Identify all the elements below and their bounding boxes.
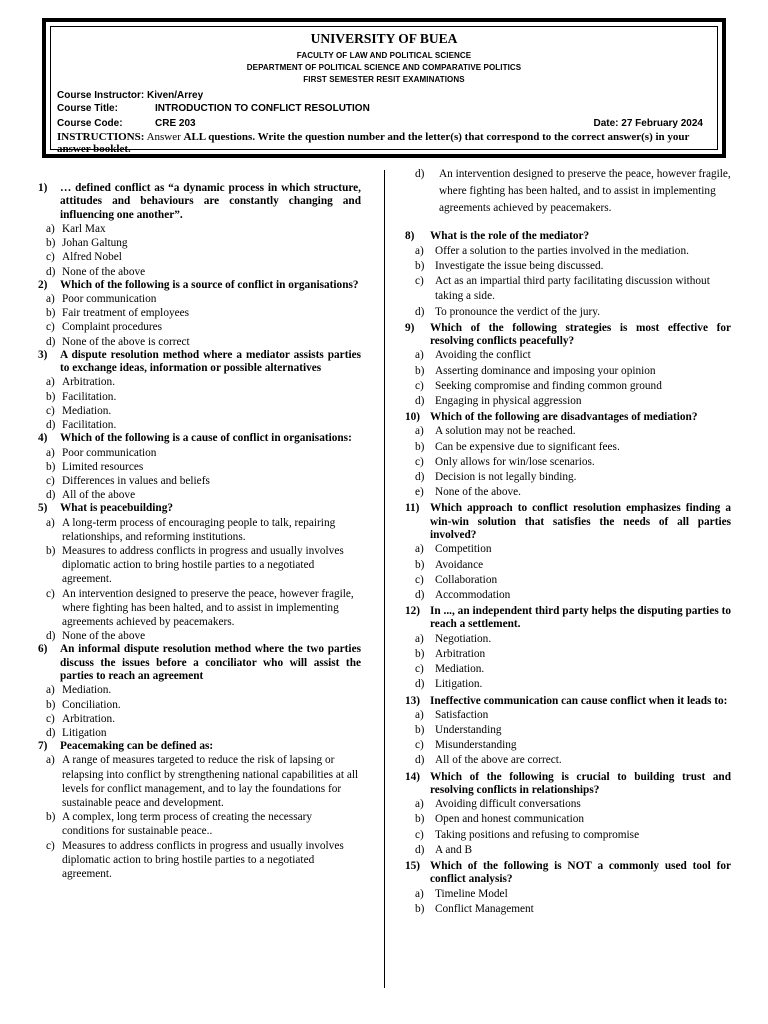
answer-option	[405, 738, 731, 753]
option-letter: a)	[415, 349, 424, 362]
option-text: Avoidance	[435, 558, 484, 571]
course-title-value: INTRODUCTION TO CONFLICT RESOLUTION	[155, 103, 370, 114]
question-block	[38, 643, 361, 740]
option-letter: b)	[46, 811, 56, 824]
answer-option	[405, 244, 731, 259]
question-text: In ..., an independent third party helps the disputing parties to reach a settlement.	[430, 605, 731, 631]
options-list	[405, 424, 731, 500]
answer-option	[38, 683, 361, 697]
option-letter: a)	[415, 244, 424, 257]
option-letter: a)	[46, 222, 55, 235]
option-letter: d)	[415, 588, 425, 601]
option-text: A solution may not be reached.	[435, 425, 576, 438]
answer-option	[405, 647, 731, 662]
option-text: Conciliation.	[62, 698, 121, 711]
option-letter: b)	[46, 460, 56, 473]
right-column	[405, 166, 731, 917]
answer-option	[405, 259, 731, 274]
answer-option	[405, 887, 731, 902]
question-text: Which of the following strategies is most effective for resolving conflicts peacefully?	[430, 321, 731, 347]
option-letter: b)	[415, 724, 425, 737]
option-text: Accommodation	[435, 588, 511, 601]
option-letter: c)	[46, 587, 55, 600]
question-text: Which of the following are disadvantages of mediation?	[430, 411, 698, 424]
answer-option	[38, 320, 361, 334]
option-text: Differences in values and beliefs	[62, 474, 210, 487]
instructions-all: ALL	[183, 131, 206, 143]
options-list	[38, 753, 361, 881]
question-block	[405, 411, 731, 500]
answer-option	[405, 305, 731, 320]
question-block	[38, 349, 361, 432]
option-text: Offer a solution to the parties involved in the mediation.	[435, 244, 689, 257]
answer-option	[38, 698, 361, 712]
answer-option	[38, 629, 361, 643]
option-text: Misunderstanding	[435, 739, 517, 752]
option-text: Measures to address conflicts in progress and usually involves diplomatic action to bring hostile parties to a negotiated agreement.	[62, 839, 344, 881]
question-number: 14)	[405, 770, 421, 783]
question-number: 13)	[405, 694, 421, 707]
answer-option	[405, 455, 731, 470]
option-letter: b)	[415, 364, 425, 377]
question-block	[38, 279, 361, 349]
question	[405, 695, 731, 708]
question-text: Ineffective communication can cause conflict when it leads to:	[430, 694, 728, 707]
option-letter: a)	[415, 887, 424, 900]
option-letter: d)	[46, 726, 56, 739]
exam-header	[42, 18, 726, 158]
option-letter: a)	[46, 293, 55, 305]
option-text: Mediation.	[435, 663, 485, 676]
answer-option	[38, 712, 361, 726]
question-text: Which of the following is a source of conflict in organisations?	[60, 278, 359, 291]
option-letter: a)	[46, 754, 55, 767]
answer-option	[405, 812, 731, 827]
option-text: A and B	[435, 843, 473, 856]
course-title-row	[57, 103, 370, 114]
answer-option	[38, 460, 361, 474]
question-number: 3)	[38, 348, 48, 361]
option-letter: c)	[415, 275, 424, 288]
question-block	[405, 771, 731, 858]
options-list	[405, 348, 731, 409]
option-text: Poor communication	[62, 293, 157, 305]
option-text: Limited resources	[62, 460, 144, 473]
option-letter: d)	[46, 419, 56, 432]
answer-option	[405, 364, 731, 379]
option-letter: d)	[415, 754, 425, 767]
option-text: Poor communication	[62, 446, 157, 459]
course-code-label: Course Code:	[57, 118, 123, 129]
question-text: Peacemaking can be defined as:	[60, 740, 214, 753]
option-letter: b)	[415, 558, 425, 571]
option-text: A long-term process of encouraging people to talk, repairing relationships, and reforming institutions.	[62, 516, 336, 543]
question-text: What is the role of the mediator?	[430, 230, 590, 243]
option-text: Arbitration	[435, 647, 486, 660]
option-letter: a)	[46, 516, 55, 529]
question	[405, 322, 731, 349]
option-text: Only allows for win/lose scenarios.	[435, 455, 595, 468]
option-text: None of the above.	[435, 486, 521, 499]
option-letter: c)	[46, 839, 55, 852]
option-letter: b)	[415, 440, 425, 453]
option-text: All of the above	[62, 489, 136, 502]
option-text: Seeking compromise and finding common ground	[435, 379, 662, 392]
option-letter: c)	[415, 828, 424, 841]
options-list	[405, 887, 731, 917]
option-text: Satisfaction	[435, 708, 489, 721]
question-number: 10)	[405, 411, 421, 424]
option-text: Negotiation.	[435, 632, 492, 645]
answer-option	[38, 335, 361, 349]
option-letter: b)	[46, 698, 56, 711]
option-text: Open and honest communication	[435, 813, 585, 826]
answer-option	[38, 544, 361, 587]
instructions-text: questions. Write the question number and the letter(s) that correspond to the correct answer(s) in your answer booklet.	[57, 131, 690, 155]
question-number: 1)	[38, 182, 48, 194]
answer-option	[405, 632, 731, 647]
answer-option	[38, 250, 361, 264]
option-text: Litigation	[62, 726, 107, 739]
answer-option	[38, 292, 361, 306]
option-text: Measures to address conflicts in progress and usually involves diplomatic action to bring hostile parties to a negotiated agreement.	[62, 545, 344, 586]
option-text: Arbitration.	[62, 376, 116, 389]
answer-option	[405, 677, 731, 692]
question-text: A dispute resolution method where a mediator assists parties to exchange ideas, information or possible alternatives	[60, 348, 361, 375]
answer-option	[405, 424, 731, 439]
option-letter: b)	[46, 545, 56, 558]
option-letter: a)	[46, 684, 55, 697]
course-code-value: CRE 203	[155, 118, 196, 129]
option-letter: c)	[415, 379, 424, 392]
university-name: UNIVERSITY OF BUEA	[310, 31, 458, 46]
question-block	[405, 605, 731, 692]
answer-option	[38, 516, 361, 544]
option-letter: b)	[415, 902, 425, 915]
question	[38, 182, 361, 222]
option-letter: c)	[415, 573, 424, 586]
option-letter: d)	[415, 843, 425, 856]
answer-option	[38, 810, 361, 838]
option-letter: b)	[46, 307, 56, 320]
option-letter: c)	[46, 474, 55, 487]
answer-option	[405, 542, 731, 557]
option-letter: d)	[415, 394, 425, 407]
option-text: To pronounce the verdict of the jury.	[435, 305, 601, 318]
options-list	[38, 375, 361, 432]
answer-option	[38, 418, 361, 432]
question-block	[405, 322, 731, 409]
answer-option	[38, 753, 361, 810]
option-text: Avoiding difficult conversations	[435, 798, 581, 811]
question-text: Which of the following is crucial to building trust and resolving conflicts in relationships?	[430, 770, 731, 796]
answer-option	[405, 470, 731, 485]
option-text: Arbitration.	[62, 712, 116, 725]
answer-option	[38, 446, 361, 460]
option-text: Avoiding the conflict	[435, 349, 531, 362]
question-number: 5)	[38, 502, 48, 515]
option-text: All of the above are correct.	[435, 754, 562, 767]
option-text: Johan Galtung	[62, 237, 128, 250]
answer-option	[405, 797, 731, 812]
question-number: 11)	[405, 502, 420, 515]
question-text: Which of the following is a cause of conflict in organisations:	[60, 432, 352, 445]
question-text: Which approach to conflict resolution emphasizes finding a win-win solution that satisfies the needs of all parties involved?	[430, 502, 731, 542]
option-text: Mediation.	[62, 404, 112, 417]
column-divider	[384, 170, 385, 988]
question-number: 8)	[405, 230, 415, 243]
option-text: Competition	[435, 543, 492, 556]
answer-option	[38, 474, 361, 488]
option-text: Facilitation.	[62, 390, 117, 403]
option-letter: d)	[415, 678, 425, 691]
question-block	[38, 740, 361, 881]
answer-option	[38, 375, 361, 389]
option-letter: a)	[415, 632, 424, 645]
answer-option	[38, 726, 361, 740]
option-text: Decision is not legally binding.	[435, 471, 577, 484]
question	[405, 230, 731, 243]
option-text: Timeline Model	[435, 887, 508, 900]
option-text: None of the above is correct	[62, 335, 190, 348]
option-text: None of the above	[62, 265, 146, 278]
question	[405, 605, 731, 632]
option-letter: c)	[415, 455, 424, 468]
answer-option	[38, 236, 361, 250]
answer-option	[38, 404, 361, 418]
option-letter: d)	[46, 630, 56, 643]
question	[405, 860, 731, 887]
option-text: Collaboration	[435, 573, 498, 586]
question-text: An informal dispute resolution method where the two parties discuss the issues before a conciliator who will assist the parties to reach an agreement	[60, 643, 361, 683]
option-text: Facilitation.	[62, 419, 117, 432]
question-number: 6)	[38, 643, 48, 656]
option-text: Fair treatment of employees	[62, 307, 190, 320]
question-number: 15)	[405, 860, 421, 873]
option-letter: c)	[46, 321, 55, 334]
answer-option	[38, 265, 361, 279]
question-block	[405, 860, 731, 917]
answer-option	[405, 723, 731, 738]
answer-option	[405, 394, 731, 409]
options-list	[405, 632, 731, 693]
question-number: 12)	[405, 605, 421, 618]
question	[38, 432, 361, 445]
option-text: Can be expensive due to significant fees.	[435, 440, 620, 453]
question-block	[38, 502, 361, 643]
question-number: 2)	[38, 278, 48, 291]
answer-option	[405, 662, 731, 677]
answer-option	[38, 306, 361, 320]
course-instructor: Course Instructor: Kiven/Arrey	[57, 90, 204, 101]
course-title-label: Course Title:	[57, 103, 118, 114]
instructions-label: INSTRUCTIONS:	[57, 131, 145, 143]
answer-option	[405, 485, 731, 500]
option-text: A complex, long term process of creating the necessary conditions for sustainable peace..	[62, 811, 313, 838]
continued-option-text: An intervention designed to preserve the peace, however fragile, where fighting has been halted, and to assist in implementing agreements achieved by peacemakers.	[439, 168, 731, 214]
options-list	[405, 244, 731, 320]
option-letter: d)	[46, 335, 56, 348]
option-letter: b)	[415, 813, 425, 826]
exam-date: Date: 27 February 2024	[593, 118, 703, 129]
option-text: Understanding	[435, 724, 502, 737]
faculty-name: FACULTY OF LAW AND POLITICAL SCIENCE	[296, 51, 472, 60]
instructions-mid: Answer	[144, 131, 184, 143]
option-letter: a)	[415, 543, 424, 556]
left-column	[38, 182, 361, 881]
answer-option	[405, 902, 731, 917]
course-code-row	[57, 118, 196, 129]
options-list	[405, 542, 731, 603]
answer-option	[38, 222, 361, 236]
question-block	[38, 182, 361, 279]
option-text: A range of measures targeted to reduce the risk of lapsing or relapsing into conflict by strengthening national capabilities at all levels for conflict management, and to lay the foundations for sustainable peace and development.	[62, 754, 359, 810]
option-text: Complaint procedures	[62, 321, 163, 334]
question	[405, 771, 731, 798]
option-text: Investigate the issue being discussed.	[435, 259, 604, 272]
answer-option	[38, 488, 361, 502]
option-letter: a)	[46, 446, 55, 459]
option-letter: c)	[46, 251, 55, 264]
exam-name: FIRST SEMESTER RESIT EXAMINATIONS	[303, 75, 465, 84]
options-list	[405, 708, 731, 769]
option-text: Litigation.	[435, 678, 483, 691]
option-text: Conflict Management	[435, 902, 534, 915]
question	[38, 502, 361, 515]
option-letter: d)	[46, 265, 56, 278]
option-text: An intervention designed to preserve the peace, however fragile, where fighting has been halted, and to assist in implementing agreements achieved by peacemakers.	[62, 587, 354, 629]
answer-option	[405, 588, 731, 603]
option-letter: b)	[415, 259, 425, 272]
question-number: 4)	[38, 432, 48, 445]
option-letter: a)	[46, 376, 55, 389]
options-list	[405, 797, 731, 858]
question-number: 9)	[405, 321, 415, 334]
options-list	[38, 516, 361, 644]
department-name: DEPARTMENT OF POLITICAL SCIENCE AND COMPARATIVE POLITICS	[246, 63, 522, 72]
answer-option	[405, 828, 731, 843]
question	[38, 349, 361, 376]
answer-option	[405, 379, 731, 394]
option-text: Karl Max	[62, 222, 106, 235]
option-text: None of the above	[62, 630, 146, 643]
option-letter: b)	[46, 390, 56, 403]
options-list	[38, 446, 361, 503]
option-letter: c)	[415, 663, 424, 676]
question-text: Which of the following is NOT a commonly used tool for conflict analysis?	[430, 860, 731, 886]
options-list	[38, 683, 361, 740]
question	[38, 740, 361, 753]
answer-option	[405, 573, 731, 588]
question	[38, 643, 361, 683]
option-letter: b)	[415, 647, 425, 660]
answer-option	[405, 440, 731, 455]
exam-header-inner-border	[50, 26, 718, 155]
option-letter: b)	[46, 237, 56, 250]
option-letter: c)	[46, 712, 55, 725]
options-list	[38, 292, 361, 349]
answer-option	[38, 839, 361, 882]
option-text: Engaging in physical aggression	[435, 394, 582, 407]
answer-option	[38, 390, 361, 404]
instructions	[57, 131, 711, 155]
question-block	[38, 432, 361, 502]
option-letter: d)	[415, 305, 425, 318]
continued-option	[405, 166, 731, 216]
option-letter: a)	[415, 708, 424, 721]
option-text: Taking positions and refusing to compromise	[435, 828, 640, 841]
question-number: 7)	[38, 740, 48, 753]
option-letter: d)	[46, 489, 56, 502]
option-letter: d)	[415, 471, 425, 484]
option-letter: c)	[415, 739, 424, 752]
option-letter: a)	[415, 425, 424, 438]
option-letter: e)	[415, 486, 424, 499]
question-text: … defined conflict as “a dynamic process in which structure, attitudes and behaviours are constantly changing and influencing one another”.	[60, 182, 361, 221]
answer-option	[405, 708, 731, 723]
question-block	[405, 230, 731, 319]
answer-option	[38, 587, 361, 630]
option-letter: a)	[415, 798, 424, 811]
answer-option	[405, 843, 731, 858]
question	[38, 279, 361, 292]
continued-option-letter: d)	[415, 168, 425, 180]
answer-option	[405, 348, 731, 363]
question-text: What is peacebuilding?	[60, 502, 173, 515]
answer-option	[405, 753, 731, 768]
option-text: Mediation.	[62, 684, 112, 697]
question-block	[405, 695, 731, 769]
option-text: Act as an impartial third party facilitating discussion without taking a side.	[435, 275, 710, 303]
options-list	[38, 222, 361, 279]
answer-option	[405, 558, 731, 573]
question	[405, 502, 731, 542]
answer-option	[405, 274, 731, 304]
option-text: Asserting dominance and imposing your opinion	[435, 364, 656, 377]
question-block	[405, 502, 731, 603]
option-letter: c)	[46, 404, 55, 417]
option-text: Alfred Nobel	[62, 251, 122, 264]
question	[405, 411, 731, 424]
